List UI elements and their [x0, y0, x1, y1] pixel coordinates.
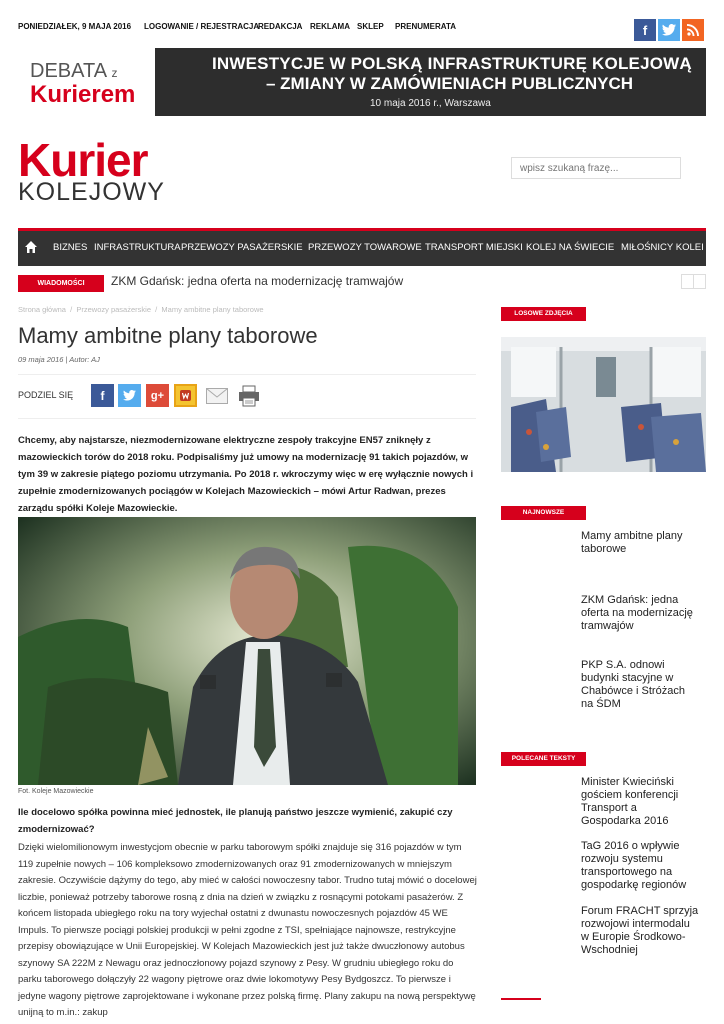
banner-logo-box: [18, 48, 155, 116]
divider: [18, 374, 476, 375]
breadcrumb-current: Mamy ambitne plany taborowe: [161, 305, 264, 314]
interview-question: Ile docelowo spółka powinna mieć jednostek, ile planują państwo jeszcze wymienić, zakupić czy zmodernizować?: [18, 807, 453, 835]
latest-news-item[interactable]: PKP S.A. odnowi budynki stacyjne w Chabówce i Stróżach na ŚDM: [581, 659, 685, 710]
share-label: PODZIEL SIĘ: [18, 390, 74, 400]
article-body: Dzięki wielomilionowym inwestycjom obecnie w parku taborowym spółki znajduje się 316 pojazdów w tym 119 zupełnie nowych – 106 kompleksowo zmodernizowanych oraz 91 zmodernizowanych w mniejszym zakresie. Oczywiście dążymy do tego, aby mieć w całości nowoczesny tabor. Trudno tutaj mówić o docelowej liczbie, ponieważ potrzeby taborowe rosną z dnia na dzień w związku z rosnącymi potokami pasażerów. Z końcem listopada ubiegłego roku na tory wyjechał ostatni z dwunastu nowoczesnych pojazdów 45 WE Impuls. To pierwsze pociągi polskiej produkcji w pełni zgodne z TSI, spełniające najnowsze, restrykcyjne przepisy obowiązujące w Unii Europejskiej. W Kolejach Mazowieckich jest już także dwuczłonowy autobus szynowy SA 222M z Newagu oraz jednoczłonowy pojazd szynowy z Pesy. W grudniu ubiegłego roku do parku taborowego dołączyły 22 wagony piętrowe oraz dwie lokomotywy Pesy Bydgoszcz. To pierwsze i jedyne wagony piętrowe zaprojektowane i wykonane przez polską firmę. Plany zakupu na nową perspektywę unijną to m.in.: zakup: [18, 842, 477, 1018]
facebook-icon[interactable]: f: [634, 19, 656, 41]
article-title: Mamy ambitne plany taborowe: [18, 323, 318, 348]
bus-interior-image: [501, 337, 706, 472]
share-twitter-icon[interactable]: [118, 384, 141, 407]
share-facebook-icon[interactable]: f: [91, 384, 114, 407]
section-divider: [501, 998, 541, 1000]
twitter-bird-glyph: [123, 390, 136, 401]
current-date: PONIEDZIAŁEK, 9 MAJA 2016: [18, 22, 132, 31]
banner-debata: DEBATA: [30, 60, 106, 82]
print-icon[interactable]: [237, 384, 260, 407]
banner-date: 10 maja 2016 r., Warszawa: [370, 98, 491, 109]
wykop-glyph: [179, 389, 192, 402]
latest-news-item[interactable]: Mamy ambitne plany taborowe: [581, 530, 683, 555]
recommended-label: POLECANE TEKSTY: [501, 752, 586, 766]
divider: [18, 418, 476, 419]
banner-headline-1: INWESTYCJE W POLSKĄ INFRASTRUKTURĘ KOLEJOWĄ: [212, 54, 692, 73]
ticker-next-button[interactable]: [693, 274, 706, 289]
ticker-label: WIADOMOŚCI: [18, 275, 104, 292]
random-photos-label: LOSOWE ZDJĘCIA: [501, 307, 586, 321]
breadcrumb: Strona główna / Przewozy pasażerskie / Mamy ambitne plany taborowe: [18, 305, 264, 314]
envelope-glyph: [206, 388, 228, 404]
portrait-image: [18, 517, 476, 785]
nav-prenumerata[interactable]: PRENUMERATA: [395, 22, 457, 31]
printer-glyph: [238, 385, 260, 407]
share-google-plus-icon[interactable]: g+: [146, 384, 169, 407]
rss-icon[interactable]: [682, 19, 704, 41]
recommended-item[interactable]: Minister Kwieciński gościem konferencji Transport a Gospodarka 2016: [581, 776, 679, 827]
nav-reklama[interactable]: REKLAMA: [310, 22, 350, 31]
main-menu: [18, 228, 706, 266]
nav-login-register[interactable]: LOGOWANIE / REJESTRACJA: [144, 22, 260, 31]
menu-przewozy-towarowe[interactable]: PRZEWOZY TOWAROWE: [308, 242, 422, 253]
photo-caption: Fot. Koleje Mazowieckie: [18, 788, 94, 795]
share-wykop-icon[interactable]: [174, 384, 197, 407]
share-email-icon[interactable]: [205, 384, 228, 407]
breadcrumb-home[interactable]: Strona główna: [18, 305, 66, 314]
article-lead: Chcemy, aby najstarsze, niezmodernizowane elektryczne zespoły trakcyjne EN57 zniknęły z mazowieckich torów do 2018 roku. Podpisaliśmy już umowy na modernizację 91 takich pojazdów, w tym 39 w zakresie piątego poziomu utrzymania. Po 2018 r. wkroczymy więc w erę wyłącznie nowych i zupełnie zmodernizowanych pociągów w Kolejach Mazowieckich – mówi Artur Radwan, prezes zarządu spółki Koleje Mazowieckie.: [18, 435, 474, 514]
event-banner[interactable]: [18, 48, 706, 116]
latest-news-item[interactable]: ZKM Gdańsk: jedna oferta na modernizację tramwajów: [581, 594, 693, 632]
home-icon[interactable]: [24, 240, 38, 254]
twitter-icon[interactable]: [658, 19, 680, 41]
random-photo[interactable]: [501, 337, 706, 472]
site-logo-kolejowy[interactable]: KOLEJOWY: [18, 178, 165, 206]
breadcrumb-category[interactable]: Przewozy pasażerskie: [76, 305, 151, 314]
banner-z: z: [111, 66, 118, 80]
search-input[interactable]: [511, 157, 681, 179]
menu-milosnicy-kolei[interactable]: MIŁOŚNICY KOLEI: [621, 242, 704, 253]
latest-news-label: NAJNOWSZE WIADOMOŚCI: [501, 506, 586, 520]
ticker-headline[interactable]: ZKM Gdańsk: jedna oferta na modernizację tramwajów: [111, 274, 404, 288]
menu-przewozy-pasazerskie[interactable]: PRZEWOZY PASAŻERSKIE: [181, 242, 303, 253]
menu-infrastruktura[interactable]: INFRASTRUKTURA: [94, 242, 181, 253]
recommended-item[interactable]: TaG 2016 o wpływie rozwoju systemu transportowego na gospodarkę regionów: [581, 840, 687, 891]
menu-transport-miejski[interactable]: TRANSPORT MIEJSKI: [425, 242, 523, 253]
article-photo: [18, 517, 476, 785]
rss-glyph: [687, 24, 699, 36]
twitter-bird-glyph: [662, 24, 676, 36]
banner-headline-2: – ZMIANY W ZAMÓWIENIACH PUBLICZNYCH: [266, 74, 634, 93]
nav-redakcja[interactable]: REDAKCJA: [258, 22, 303, 31]
banner-kurierem: Kurierem: [30, 81, 136, 108]
article-meta: 09 maja 2016 | Autor: AJ: [18, 355, 100, 364]
site-logo-kurier[interactable]: Kurier: [18, 134, 148, 186]
recommended-item[interactable]: Forum FRACHT sprzyja rozwojowi intermodalu w Europie Środkowo-Wschodniej: [581, 905, 699, 956]
nav-sklep[interactable]: SKLEP: [357, 22, 384, 31]
menu-kolej-na-swiecie[interactable]: KOLEJ NA ŚWIECIE: [526, 242, 615, 253]
menu-biznes[interactable]: BIZNES: [53, 242, 88, 253]
